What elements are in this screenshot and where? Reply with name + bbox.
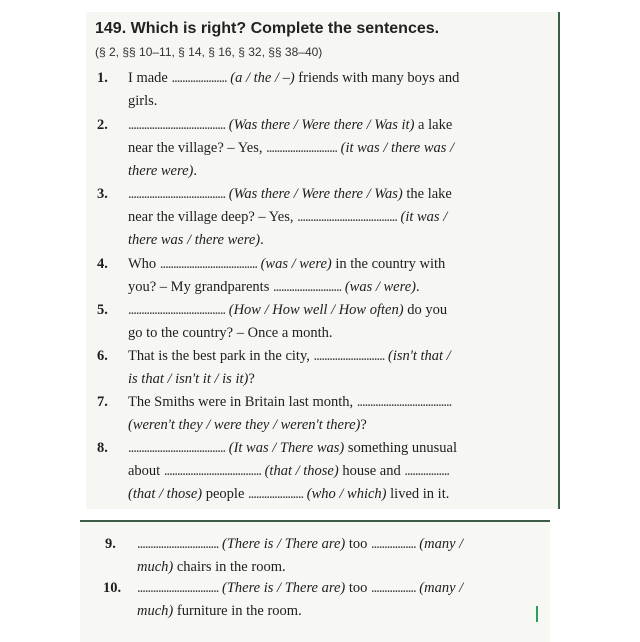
answer-blank: ................. bbox=[371, 536, 416, 552]
answer-options: (a / the / –) bbox=[230, 70, 295, 86]
sentence-text: something unusual bbox=[344, 440, 457, 456]
answer-blank: .................................... bbox=[356, 394, 452, 410]
sentence-line bbox=[128, 140, 454, 157]
answer-options: (that / those) bbox=[128, 486, 203, 502]
answer-blank: ...................................... bbox=[297, 209, 397, 225]
sentence-line bbox=[128, 371, 255, 388]
sentence-text: ? bbox=[360, 417, 367, 433]
sentence-text: friends with many boys and bbox=[294, 70, 460, 86]
sentence-line bbox=[128, 93, 157, 110]
answer-blank: ..................... bbox=[171, 70, 227, 86]
item-number: 4. bbox=[97, 256, 108, 272]
sentence-text: the lake bbox=[402, 186, 452, 202]
answer-options: much) bbox=[137, 603, 174, 619]
answer-options: there were) bbox=[128, 163, 194, 179]
answer-options: (was / were) bbox=[344, 279, 416, 295]
answer-blank: ................. bbox=[404, 463, 449, 479]
sentence-text: about bbox=[128, 463, 164, 479]
item-number: 2. bbox=[97, 117, 108, 133]
answer-blank: ............................... bbox=[137, 536, 219, 552]
sentence-line bbox=[128, 440, 457, 457]
answer-options: (it was / there was / bbox=[340, 140, 455, 156]
answer-blank: ..................................... bbox=[128, 302, 226, 318]
item-number: 8. bbox=[97, 440, 108, 456]
sentence-text: a lake bbox=[414, 117, 453, 133]
answer-blank: ............................... bbox=[137, 580, 219, 596]
answer-blank: ..................................... bbox=[159, 256, 257, 272]
answer-options: (who / which) bbox=[306, 486, 387, 502]
answer-options: (Was there / Were there / Was it) bbox=[228, 117, 415, 133]
item-number: 10. bbox=[103, 580, 122, 596]
grammar-references: (§ 2, §§ 10–11, § 14, § 16, § 32, §§ 38–40) bbox=[95, 45, 323, 59]
sentence-line bbox=[128, 209, 447, 226]
sentence-text: I made bbox=[128, 70, 172, 86]
answer-blank: ........................... bbox=[313, 348, 385, 364]
sentence-text: near the village? – Yes, bbox=[128, 140, 267, 156]
sentence-line bbox=[128, 279, 420, 296]
sentence-line bbox=[128, 348, 451, 365]
sentence-line bbox=[128, 302, 447, 319]
sentence-text: near the village deep? – Yes, bbox=[128, 209, 298, 225]
item-number: 9. bbox=[105, 536, 116, 552]
sentence-line bbox=[137, 580, 463, 597]
sentence-text: The Smiths were in Britain last month, bbox=[128, 394, 357, 410]
sentence-line bbox=[137, 536, 463, 553]
sentence-text: That is the best park in the city, bbox=[128, 348, 314, 364]
answer-options: (weren't they / were they / weren't there) bbox=[128, 417, 361, 433]
answer-options: (was / were) bbox=[260, 256, 332, 272]
answer-options: (Was there / Were there / Was) bbox=[228, 186, 403, 202]
item-number: 6. bbox=[97, 348, 108, 364]
sentence-line bbox=[128, 325, 333, 342]
sentence-line bbox=[128, 70, 459, 87]
answer-options: is that / isn't it / is it) bbox=[128, 371, 249, 387]
sentence-line bbox=[137, 559, 286, 576]
answer-options: much) bbox=[137, 559, 174, 575]
answer-options: (How / How well / How often) bbox=[228, 302, 404, 318]
answer-options: (many / bbox=[419, 580, 464, 596]
sentence-text: . bbox=[260, 232, 264, 248]
answer-blank: ..................................... bbox=[163, 463, 261, 479]
answer-options: there was / there were) bbox=[128, 232, 261, 248]
text-cursor bbox=[536, 606, 538, 622]
sentence-text: ? bbox=[248, 371, 255, 387]
sentence-line bbox=[137, 603, 302, 620]
sentence-line bbox=[128, 394, 451, 411]
answer-blank: ................. bbox=[371, 580, 416, 596]
sentence-text: Who bbox=[128, 256, 160, 272]
sentence-line bbox=[128, 117, 452, 134]
answer-blank: ..................................... bbox=[128, 117, 226, 133]
answer-options: (many / bbox=[419, 536, 464, 552]
sentence-text: people bbox=[202, 486, 249, 502]
exercise-title: 149. Which is right? Complete the sentences. bbox=[95, 20, 440, 37]
sentence-text: go to the country? – Once a month. bbox=[128, 325, 333, 341]
answer-options: (There is / There are) bbox=[222, 536, 346, 552]
sentence-text: you? – My grandparents bbox=[128, 279, 273, 295]
item-number: 5. bbox=[97, 302, 108, 318]
sentence-line bbox=[128, 463, 449, 480]
item-number: 7. bbox=[97, 394, 108, 410]
sentence-text: . bbox=[416, 279, 420, 295]
sentence-text: in the country with bbox=[331, 256, 446, 272]
answer-blank: ..................................... bbox=[128, 440, 226, 456]
answer-options: (isn't that / bbox=[388, 348, 451, 364]
answer-options: (There is / There are) bbox=[222, 580, 346, 596]
sentence-line bbox=[128, 186, 452, 203]
sentence-text: furniture in the room. bbox=[173, 603, 302, 619]
sentence-text: house and bbox=[338, 463, 405, 479]
sentence-text: do you bbox=[403, 302, 448, 318]
sentence-line bbox=[128, 486, 449, 503]
sentence-text: too bbox=[345, 536, 372, 552]
answer-options: (that / those) bbox=[264, 463, 339, 479]
item-number: 3. bbox=[97, 186, 108, 202]
answer-blank: ..................... bbox=[248, 486, 304, 502]
item-number: 1. bbox=[97, 70, 108, 86]
sentence-line bbox=[128, 163, 197, 180]
sentence-text: too bbox=[345, 580, 372, 596]
answer-options: (It was / There was) bbox=[228, 440, 345, 456]
sentence-text: chairs in the room. bbox=[173, 559, 286, 575]
sentence-text: lived in it. bbox=[386, 486, 450, 502]
answer-blank: .......................... bbox=[272, 279, 342, 295]
sentence-line bbox=[128, 417, 367, 434]
answer-blank: ..................................... bbox=[128, 186, 226, 202]
sentence-line bbox=[128, 232, 264, 249]
sentence-text: . bbox=[193, 163, 197, 179]
sentence-text: girls. bbox=[128, 93, 158, 109]
answer-options: (it was / bbox=[400, 209, 448, 225]
sentence-line bbox=[128, 256, 445, 273]
answer-blank: ........................... bbox=[266, 140, 337, 156]
